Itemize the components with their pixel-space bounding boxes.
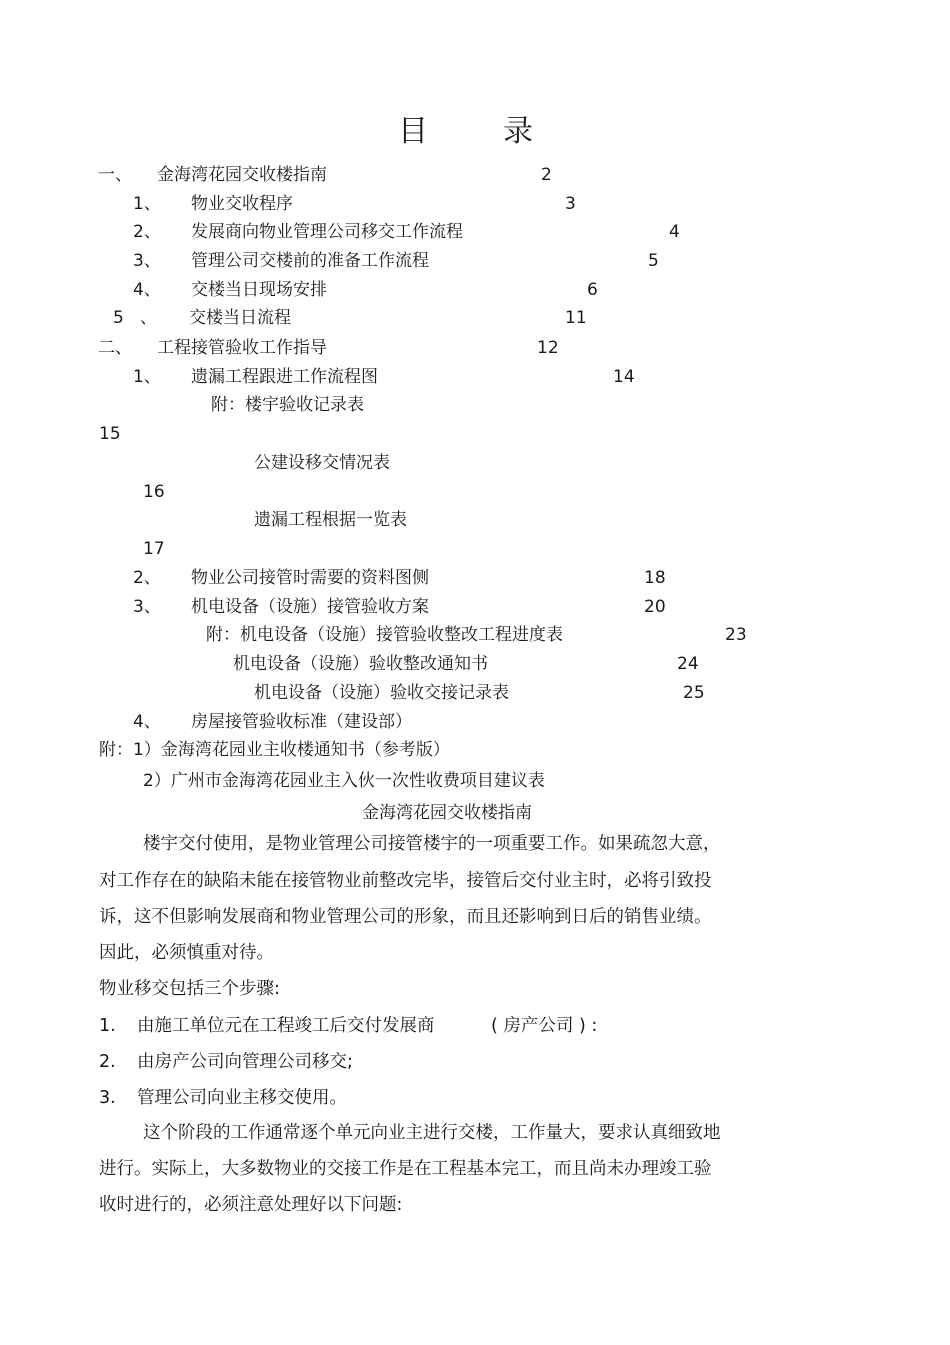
toc-item-label[interactable]: 附：楼宇验收记录表 [211,395,364,415]
paragraph-line: 这个阶段的工作通常逐个单元向业主进行交楼，工作量大，要求认真细致地 [143,1123,721,1143]
toc-page-number: 4 [669,222,680,242]
toc-page-number: 23 [725,625,747,645]
toc-page-number: 17 [143,539,165,559]
toc-page-number: 3 [565,194,576,214]
toc-num: 5 [113,308,124,328]
toc-title-char-1: 目 [398,114,428,149]
paragraph-line: 楼宇交付使用，是物业管理公司接管楼宇的一项重要工作。如果疏忽大意， [143,834,721,854]
paragraph-line: 收时进行的，必须注意处理好以下问题: [99,1195,403,1215]
toc-num: 3、 [133,251,161,271]
toc-item-label[interactable]: 工程接管验收工作指导 [157,338,327,358]
toc-item-label[interactable]: 物业交收程序 [191,194,293,214]
paragraph-line: 诉，这不但影响发展商和物业管理公司的形象，而且还影响到日后的销售业绩。 [99,907,712,927]
step-text: 由施工单位元在工程竣工后交付发展商 [137,1016,435,1036]
toc-item-label[interactable]: 机电设备（设施）验收整改通知书 [233,654,488,674]
toc-page-number: 16 [143,482,165,502]
step-number: 3. [99,1088,116,1108]
paragraph-line: 对工作存在的缺陷未能在接管物业前整改完毕，接管后交付业主时，必将引致投 [99,871,712,891]
paragraph-line: 因此，必须慎重对待。 [99,943,274,963]
steps-intro: 物业移交包括三个步骤: [99,979,280,999]
toc-item-label[interactable]: 公建设移交情况表 [254,453,390,473]
toc-item-label[interactable]: 发展商向物业管理公司移交工作流程 [191,222,463,242]
toc-num: 1、 [133,194,161,214]
toc-num: 4、 [133,280,161,300]
toc-item-label[interactable]: 遗漏工程跟进工作流程图 [191,367,378,387]
toc-page-number: 5 [648,251,659,271]
toc-page-number: 15 [99,424,121,444]
appendix-line-2: 2）广州市金海湾花园业主入伙一次性收费项目建议表 [143,771,545,791]
step-text: 由房产公司向管理公司移交; [137,1052,353,1072]
toc-item-label[interactable]: 房屋接管验收标准（建设部） [191,712,412,732]
toc-num: 一、 [98,165,132,185]
paragraph-line: 进行。实际上，大多数物业的交接工作是在工程基本完工，而且尚未办理竣工验 [99,1159,712,1179]
toc-num: 1、 [133,367,161,387]
appendix-line-1: 附：1）金海湾花园业主收楼通知书（参考版） [99,740,450,760]
toc-page-number: 12 [537,338,559,358]
toc-num: 4、 [133,712,161,732]
toc-page-number: 18 [644,568,666,588]
toc-title-char-2: 录 [503,114,533,149]
step-number: 2. [99,1052,116,1072]
toc-item-label[interactable]: 金海湾花园交收楼指南 [157,165,327,185]
toc-page-number: 2 [541,165,552,185]
toc-page-number: 24 [677,654,699,674]
section-title: 金海湾花园交收楼指南 [362,803,532,823]
toc-page-number: 25 [683,683,705,703]
toc-item-label[interactable]: 机电设备（设施）接管验收方案 [191,597,429,617]
toc-item-label[interactable]: 交楼当日流程 [189,308,291,328]
toc-item-label[interactable]: 物业公司接管时需要的资料图侧 [191,568,429,588]
toc-item-label[interactable]: 附：机电设备（设施）接管验收整改工程进度表 [206,625,563,645]
step-number: 1. [99,1016,116,1036]
toc-item-label[interactable]: 交楼当日现场安排 [191,280,327,300]
step-text-extra: ( 房产公司 ) : [491,1016,598,1036]
toc-num: 2、 [133,568,161,588]
toc-page-number: 11 [565,308,587,328]
toc-page-number: 14 [613,367,635,387]
toc-page-number: 20 [644,597,666,617]
step-text: 管理公司向业主移交使用。 [137,1088,347,1108]
toc-num: 3、 [133,597,161,617]
toc-num: 2、 [133,222,161,242]
toc-num: 二、 [98,338,132,358]
toc-item-label[interactable]: 机电设备（设施）验收交接记录表 [254,683,509,703]
toc-item-label[interactable]: 管理公司交楼前的准备工作流程 [191,251,429,271]
toc-num-separator: 、 [140,308,157,328]
toc-item-label[interactable]: 遗漏工程根据一览表 [254,510,407,530]
toc-page-number: 6 [587,280,598,300]
